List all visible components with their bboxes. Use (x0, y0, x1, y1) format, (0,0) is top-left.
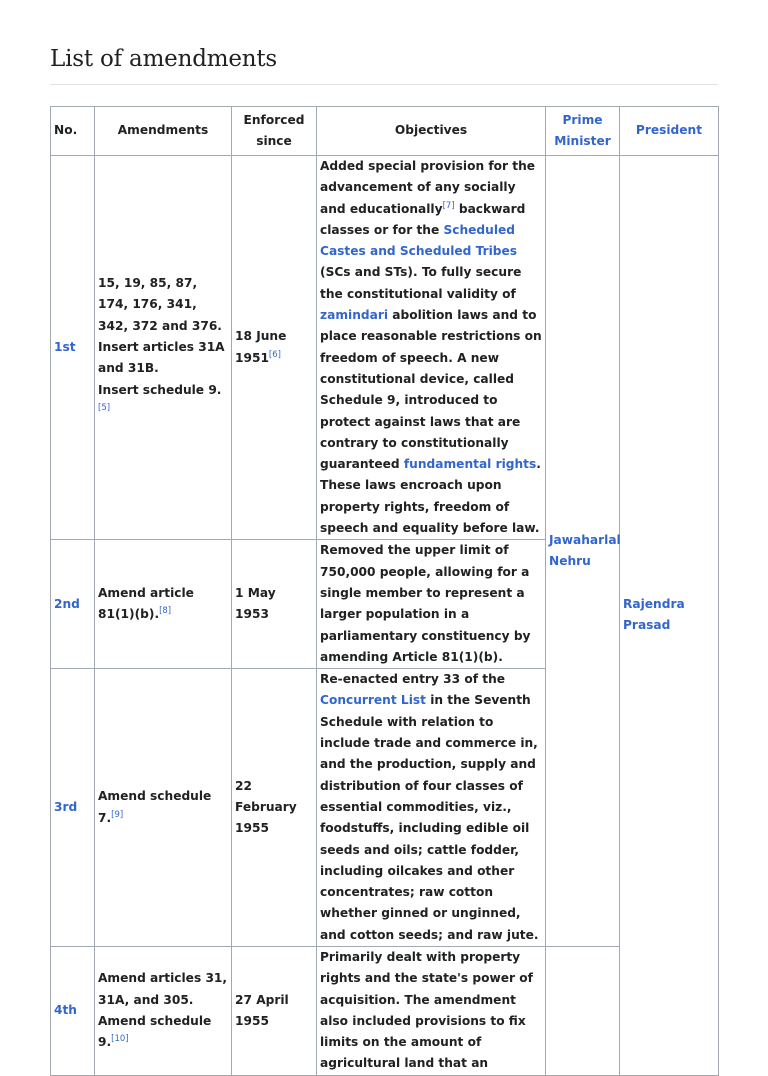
col-header-objectives: Objectives (317, 107, 546, 156)
amend-text: Insert schedule 9. (98, 382, 222, 397)
enforced-cell (232, 156, 317, 540)
amendment-number-link[interactable]: 1st (51, 156, 95, 540)
prime-minister-cell-empty (546, 946, 620, 1075)
objective-text: Re-enacted entry 33 of the (320, 672, 506, 687)
objectives-cell (317, 669, 546, 947)
enforced-date: 1 May 1953 (232, 540, 317, 669)
objective-text: (SCs and STs). To fully secure the constitutional validity of (320, 265, 522, 301)
prime-minister-link[interactable]: Jawaharlal Nehru (546, 156, 620, 947)
scheduled-castes-link[interactable]: Scheduled Castes and Scheduled Tribes (320, 222, 518, 259)
enforced-date: 27 April 1955 (232, 946, 317, 1075)
amendment-cell (95, 540, 232, 669)
objective-text: . These laws encroach upon property rights, freedom of speech and equality before law. (320, 457, 541, 536)
col-header-no: No. (51, 107, 95, 156)
table-row (51, 946, 719, 1075)
objective-text: Removed the upper limit of 750,000 people, allowing for a single member to represent a larger population in a parliamentary constituency by amending Article 81(1)(b). (317, 540, 546, 669)
amend-text: Amend article 81(1)(b). (98, 585, 194, 622)
citation-link[interactable]: [9] (111, 809, 124, 820)
table-header-row (51, 107, 719, 156)
objective-text: backward classes or for the (320, 201, 526, 237)
citation-link[interactable]: [10] (111, 1034, 129, 1045)
objective-text: abolition laws and to place reasonable restrictions on freedom of speech. A new constitutional device, called Schedule 9, introduced to protect against laws that are contrary to constitutionally guaranteed (320, 308, 542, 472)
amend-text: Amend articles 31, 31A, and 305. (98, 971, 228, 1007)
president-link[interactable]: Rajendra Prasad (620, 156, 719, 1076)
table-row (51, 156, 719, 540)
amendment-cell (95, 669, 232, 947)
page-title: List of amendments (50, 46, 718, 85)
citation-link[interactable]: [8] (159, 606, 172, 617)
amend-text: 15, 19, 85, 87, 174, 176, 341, 342, 372 and 376. (98, 276, 222, 333)
citation-link[interactable]: [5] (98, 402, 111, 413)
amendment-number-link[interactable]: 3rd (51, 669, 95, 947)
objective-text: Primarily dealt with property rights and the state's power of acquisition. The amendment also included provisions to fix limits on the amount of agricultural land that an (317, 946, 546, 1075)
col-header-president[interactable]: President (620, 107, 719, 156)
enforced-date: 22 February 1955 (232, 669, 317, 947)
objective-text: Added special provision for the advancement of any socially and educationally (320, 159, 536, 216)
amend-text: Amend schedule 9. (98, 1013, 212, 1050)
col-header-enforced: Enforced since (232, 107, 317, 156)
amend-text: Insert articles 31A and 31B. (98, 340, 225, 376)
zamindari-link[interactable]: zamindari (320, 308, 389, 323)
amendment-number-link[interactable]: 4th (51, 946, 95, 1075)
amendment-cell (95, 946, 232, 1075)
citation-link[interactable]: [7] (442, 200, 455, 211)
fundamental-rights-link[interactable]: fundamental rights (403, 457, 537, 472)
amendments-table (50, 106, 719, 1076)
amendment-cell (95, 156, 232, 540)
amendment-number-link[interactable]: 2nd (51, 540, 95, 669)
enforced-date: 18 June 1951 (235, 329, 287, 365)
objective-text: in the Seventh Schedule with relation to include trade and commerce in, and the production, supply and distribution of four classes of essential commodities, viz., foodstuffs, including edible oil seeds and oils; cattle fodder, including oilcakes and other concentrates; raw cotton whether ginned or unginned, and cotton seeds; and raw jute. (320, 693, 539, 942)
concurrent-list-link[interactable]: Concurrent List (320, 693, 426, 708)
amend-text: Amend schedule 7. (98, 789, 212, 825)
col-header-prime-minister[interactable]: Prime Minister (546, 107, 620, 156)
col-header-amendments: Amendments (95, 107, 232, 156)
objectives-cell (317, 156, 546, 540)
citation-link[interactable]: [6] (268, 349, 281, 360)
